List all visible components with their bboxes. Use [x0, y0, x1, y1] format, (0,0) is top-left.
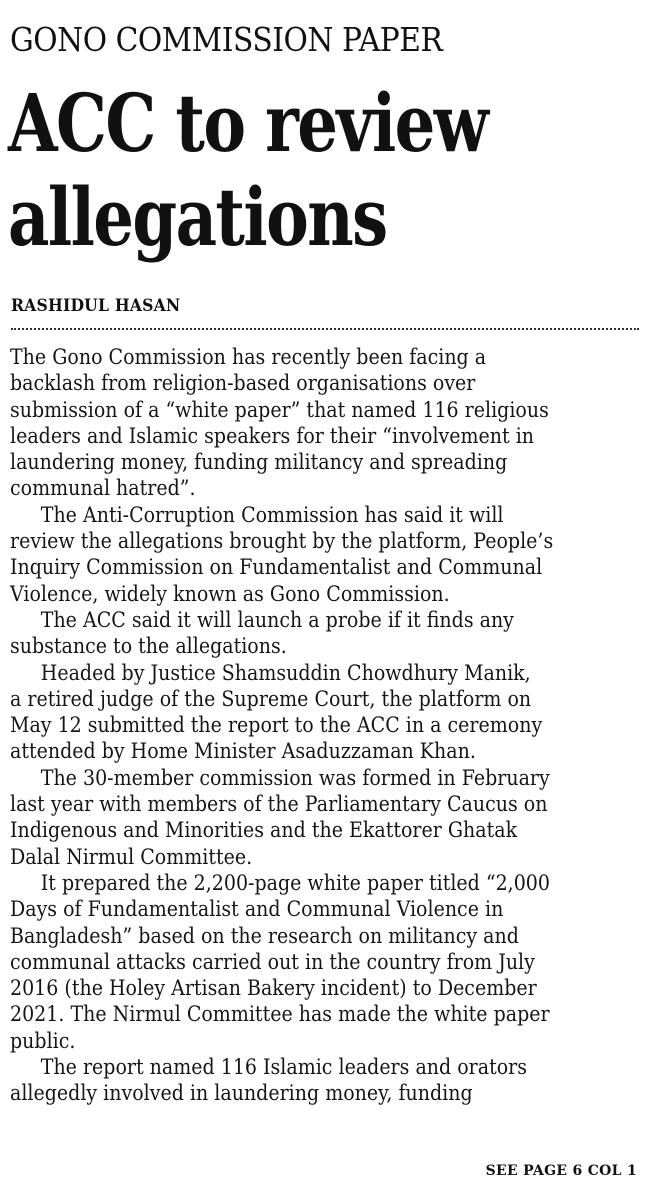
text-line: The Gono Commission has recently been facing a — [10, 345, 487, 369]
text-line: Headed by Justice Shamsuddin Chowdhury Manik, — [40, 660, 531, 685]
byline: RASHIDUL HASAN — [11, 296, 181, 316]
text-line: allegedly involved in laundering money, funding — [10, 1081, 473, 1106]
continuation-jump: SEE PAGE 6 COL 1 — [485, 1163, 637, 1179]
text-line: The Anti-Corruption Commission has said it will — [40, 502, 504, 527]
text-line: The report named 116 Islamic leaders and orators — [40, 1055, 527, 1080]
headline-line: ACC to review — [8, 76, 488, 170]
text-line: review the allegations brought by the platform, People’s — [10, 529, 554, 554]
text-line: leaders and Islamic speakers for their “involvement in — [10, 423, 535, 448]
text-line: submission of a “white paper” that named 116 religious — [10, 397, 549, 422]
dotted-divider — [11, 328, 639, 330]
paragraph — [10, 607, 634, 660]
paragraph — [10, 660, 634, 765]
paragraph — [10, 765, 634, 870]
text-line: laundering money, funding militancy and spreading — [10, 450, 508, 475]
text-line: Indigenous and Minorities and the Ekattorer Ghatak — [10, 818, 518, 843]
paragraph — [10, 502, 634, 607]
text-line: It prepared the 2,200-page white paper titled “2,000 — [40, 870, 551, 895]
text-line: a retired judge of the Supreme Court, the platform on — [10, 686, 532, 711]
text-line: last year with members of the Parliamentary Caucus on — [10, 792, 548, 817]
paragraph — [10, 344, 634, 502]
text-line: Bangladesh” based on the research on militancy and — [10, 923, 519, 948]
text-line: The ACC said it will launch a probe if it finds any — [40, 607, 514, 632]
text-line: backlash from religion-based organisations over — [10, 371, 476, 396]
text-line: public. — [10, 1028, 76, 1053]
text-line: communal attacks carried out in the country from July — [10, 949, 535, 974]
text-line: Dalal Nirmul Committee. — [10, 844, 253, 869]
headline-line: allegations — [8, 170, 387, 264]
text-line: Violence, widely known as Gono Commission. — [10, 581, 450, 606]
text-line: substance to the allegations. — [10, 634, 287, 659]
paragraph — [10, 1054, 634, 1107]
text-line: The 30-member commission was formed in February — [40, 765, 550, 790]
article-body — [10, 344, 634, 1107]
text-line: Inquiry Commission on Fundamentalist and Communal — [10, 555, 543, 580]
text-line: attended by Home Minister Asaduzzaman Khan. — [10, 739, 476, 764]
paragraph — [10, 870, 634, 1054]
text-line: May 12 submitted the report to the ACC in a ceremony — [10, 713, 543, 738]
headline — [8, 76, 568, 264]
text-line: communal hatred”. — [10, 476, 196, 501]
text-line: 2016 (the Holey Artisan Bakery incident) to December — [10, 976, 537, 1001]
text-line: Days of Fundamentalist and Communal Violence in — [10, 897, 504, 922]
text-line: 2021. The Nirmul Committee has made the white paper — [10, 1002, 550, 1027]
kicker: GONO COMMISSION PAPER — [10, 20, 443, 59]
